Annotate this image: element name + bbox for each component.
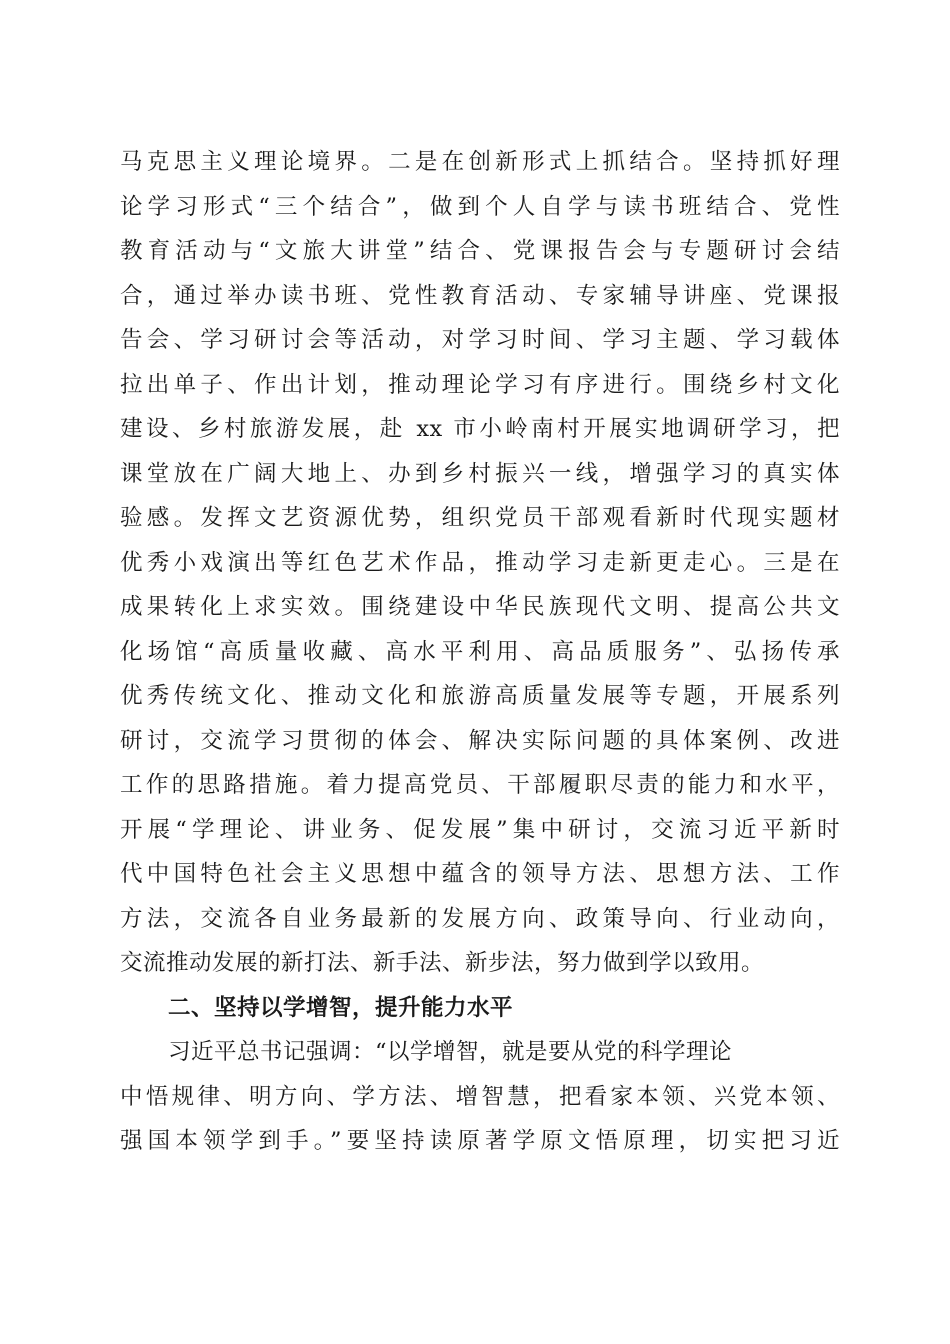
paragraph-1-line: 论学习形式“三个结合”，做到个人自学与读书班结合、党性 (120, 193, 840, 220)
paragraph-1-line: 优秀小戏演出等红色艺术作品，推动学习走新更走心。三是在 (120, 549, 840, 576)
paragraph-1-line: 化场馆“高质量收藏、高水平利用、高品质服务”、弘扬传承 (120, 638, 840, 665)
document-body (120, 140, 840, 1164)
paragraph-1-line: 开展“学理论、讲业务、促发展”集中研讨，交流习近平新时 (120, 816, 840, 843)
paragraph-1-line: 代中国特色社会主义思想中蕴含的领导方法、思想方法、工作 (120, 861, 840, 887)
paragraph-2-line: 习近平总书记强调：“以学增智，就是要从党的科学理论 (168, 1039, 733, 1065)
paragraph-1-line: 交流推动发展的新打法、新手法、新步法，努力做到学以致用。 (120, 950, 765, 976)
paragraph-2-line: 强国本领学到手。”要坚持读原著学原文悟原理，切实把习近 (120, 1128, 840, 1154)
paragraph-1-line: 教育活动与“文旅大讲堂”结合、党课报告会与专题研讨会结 (120, 238, 840, 264)
section-heading: 二、坚持以学增智，提升能力水平 (168, 994, 514, 1021)
paragraph-1-line: 成果转化上求实效。围绕建设中华民族现代文明、提高公共文 (120, 594, 840, 620)
paragraph-1-line: 告会、学习研讨会等活动，对学习时间、学习主题、学习载体 (120, 327, 840, 353)
paragraph-1-line: 工作的思路措施。着力提高党员、干部履职尽责的能力和水平， (120, 772, 840, 798)
paragraph-2 (120, 1030, 840, 1164)
paragraph-2-line: 中悟规律、明方向、学方法、增智慧，把看家本领、兴党本领、 (120, 1083, 840, 1110)
paragraph-1 (120, 140, 840, 986)
paragraph-1-line: 拉出单子、作出计划，推动理论学习有序进行。围绕乡村文化 (120, 371, 840, 398)
paragraph-1-line: 合，通过举办读书班、党性教育活动、专家辅导讲座、党课报 (120, 282, 840, 309)
paragraph-1-line: 验感。发挥文艺资源优势，组织党员干部观看新时代现实题材 (120, 505, 840, 531)
paragraph-1-line: 研讨，交流学习贯彻的体会、解决实际问题的具体案例、改进 (120, 727, 840, 754)
paragraph-1-line: 优秀传统文化、推动文化和旅游高质量发展等专题，开展系列 (120, 683, 840, 709)
paragraph-1-line: 方法，交流各自业务最新的发展方向、政策导向、行业动向， (120, 905, 840, 932)
paragraph-1-line: 建设、乡村旅游发展，赴 xx 市小岭南村开展实地调研学习，把 (120, 416, 840, 442)
paragraph-1-line: 课堂放在广阔大地上、办到乡村振兴一线，增强学习的真实体 (120, 460, 840, 487)
paragraph-1-line: 马克思主义理论境界。二是在创新形式上抓结合。坚持抓好理 (120, 149, 840, 175)
